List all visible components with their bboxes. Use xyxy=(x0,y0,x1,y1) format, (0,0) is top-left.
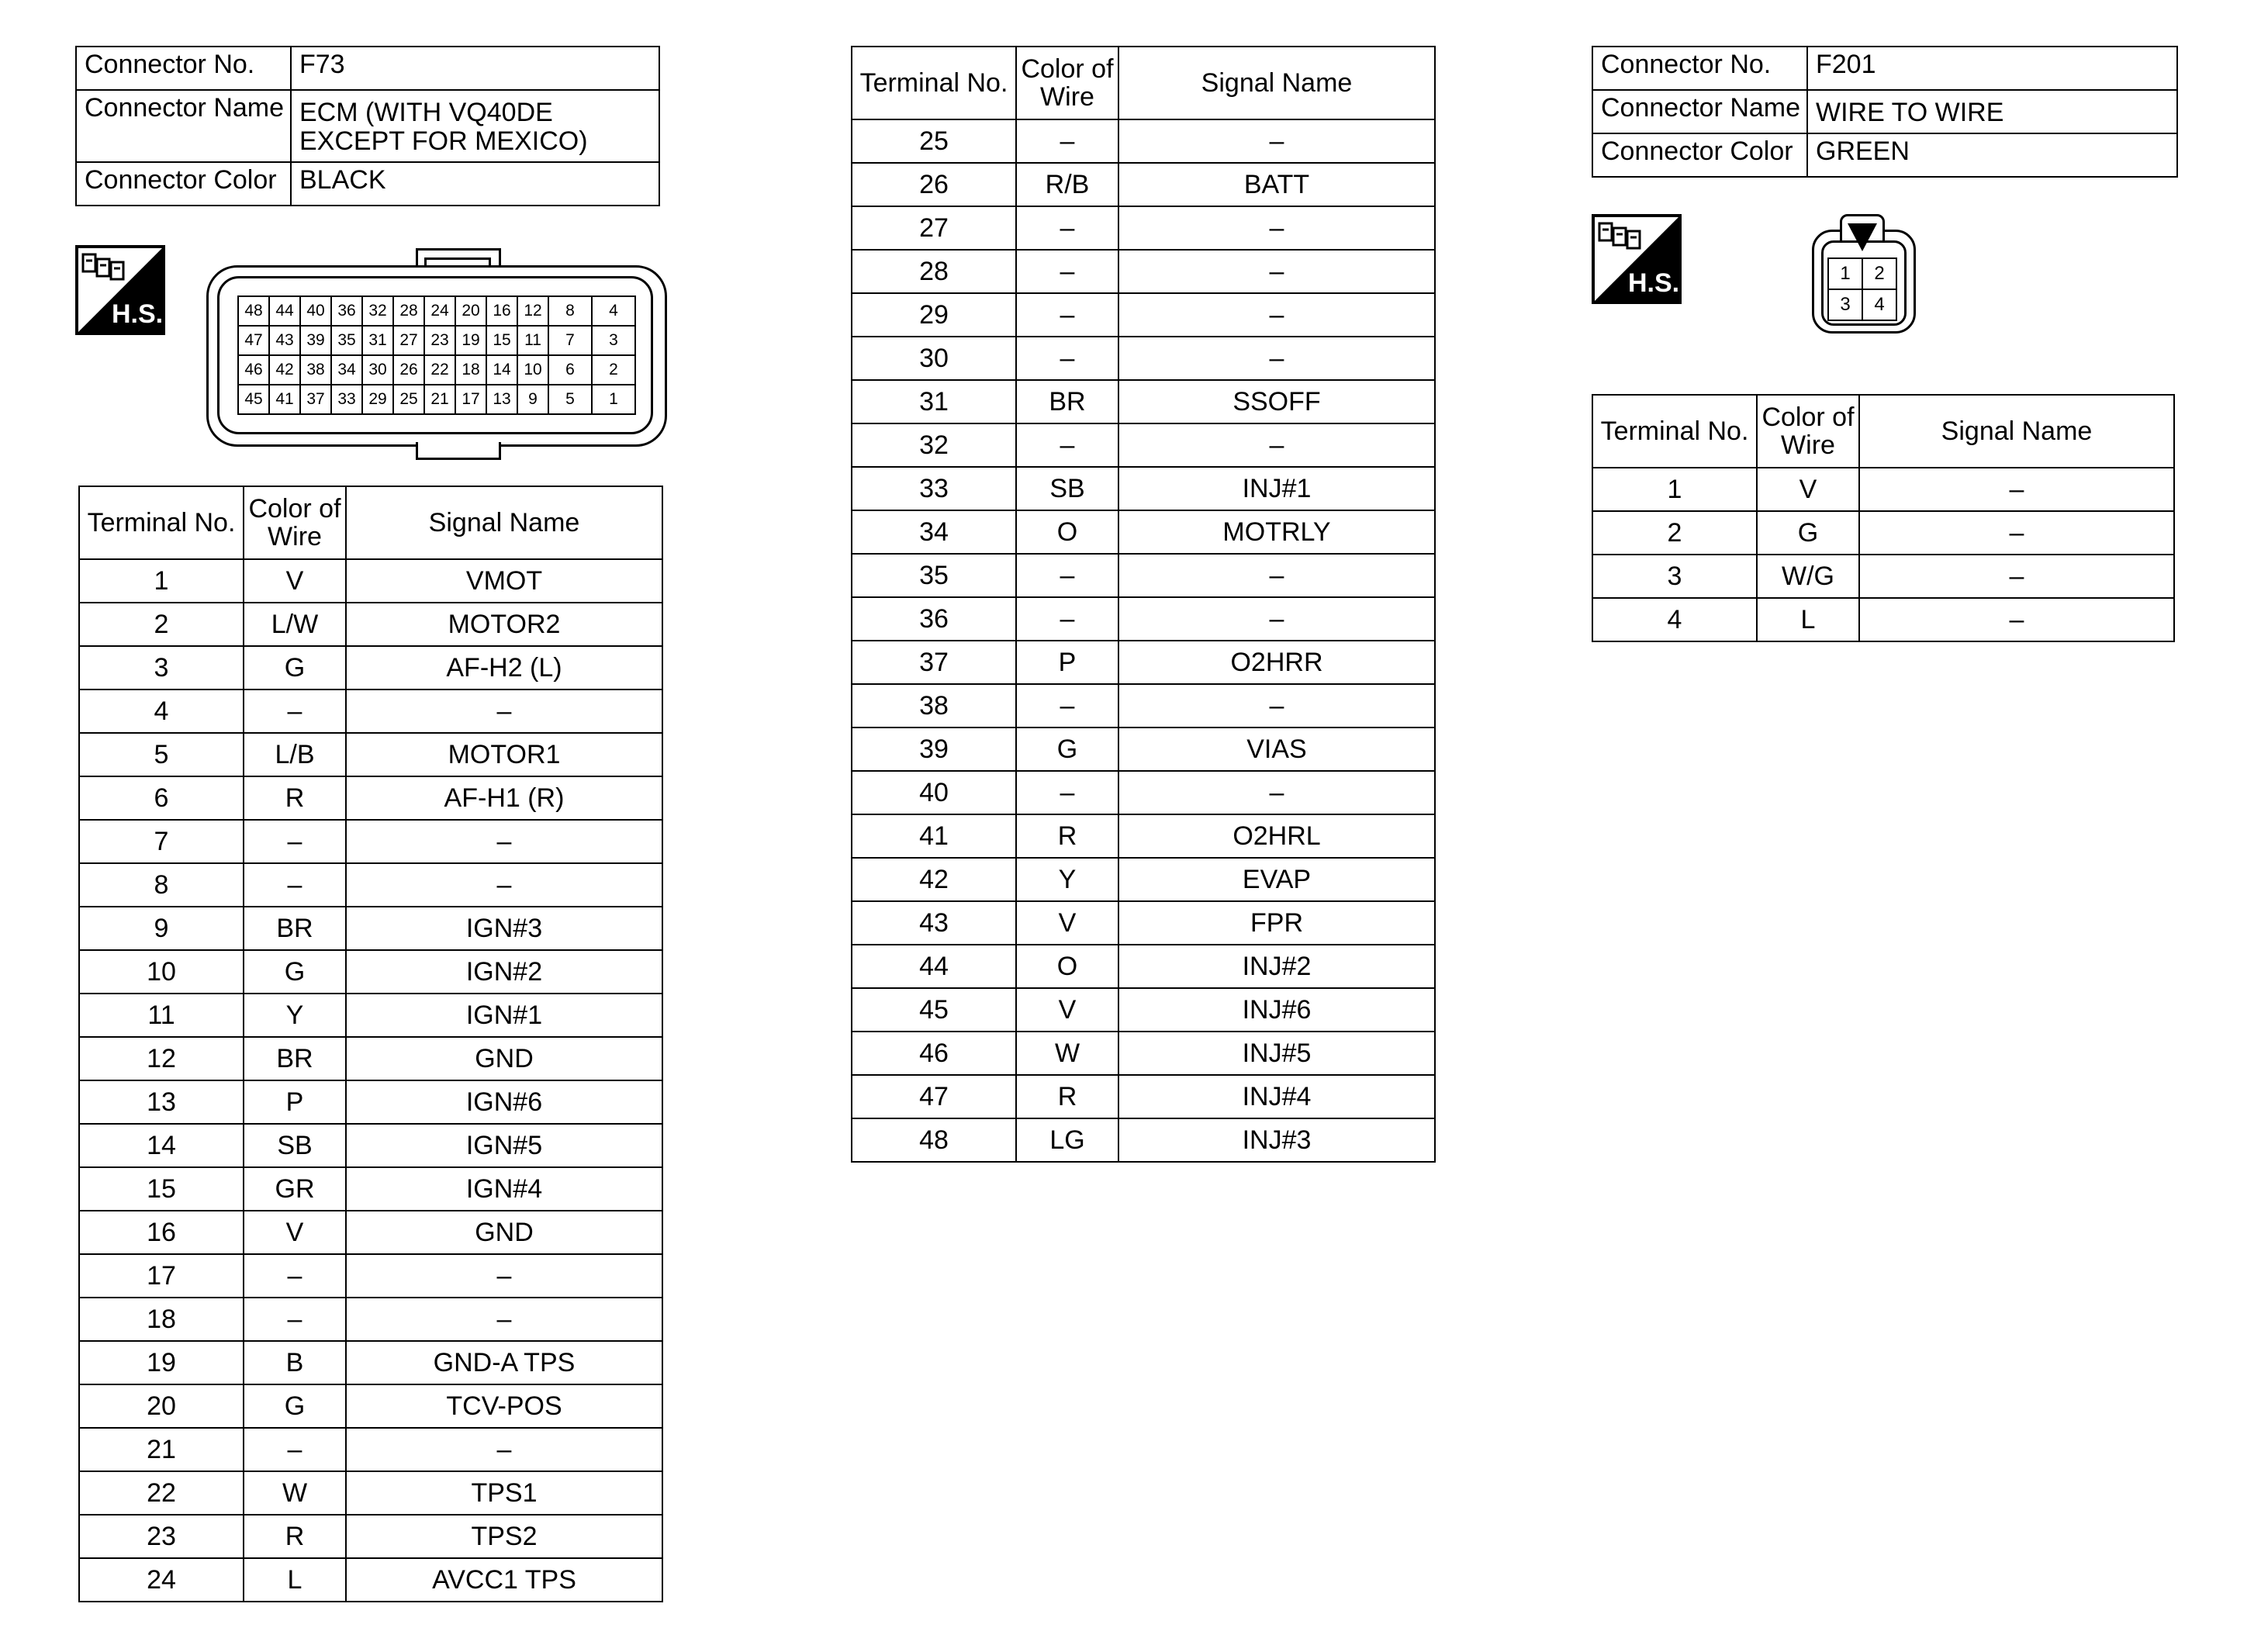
signal-name-cell: – xyxy=(346,1254,662,1298)
pin-cavity: 40 xyxy=(300,296,331,326)
signal-name-cell: – xyxy=(1118,684,1435,728)
wire-color-cell: P xyxy=(1016,641,1118,684)
pin-cavity: 19 xyxy=(455,326,486,355)
terminal-no-cell: 7 xyxy=(79,820,244,863)
pin-cavity: 8 xyxy=(548,296,592,326)
signal-name-cell: INJ#5 xyxy=(1118,1032,1435,1075)
pin-cavity: 16 xyxy=(486,296,517,326)
signal-name-cell: IGN#1 xyxy=(346,994,662,1037)
table-row xyxy=(852,988,1435,1032)
table-row xyxy=(79,1080,662,1124)
table-row xyxy=(79,820,662,863)
terminal-no-header: Terminal No. xyxy=(79,486,244,559)
terminal-no-cell: 31 xyxy=(852,380,1016,423)
f201-connector-color-label: Connector Color xyxy=(1592,133,1807,177)
terminal-no-cell: 20 xyxy=(79,1384,244,1428)
signal-name-header: Signal Name xyxy=(346,486,662,559)
wire-color-cell: O xyxy=(1016,945,1118,988)
pin-cavity: 25 xyxy=(393,385,424,414)
pin-cavity: 21 xyxy=(424,385,455,414)
wire-color-cell: – xyxy=(244,820,346,863)
harness-side-icon xyxy=(1592,214,1682,304)
terminal-no-cell: 22 xyxy=(79,1471,244,1515)
pin-cavity: 33 xyxy=(331,385,362,414)
terminal-no-cell: 35 xyxy=(852,554,1016,597)
table-row xyxy=(852,206,1435,250)
terminal-no-cell: 16 xyxy=(79,1211,244,1254)
signal-name-cell: – xyxy=(1118,597,1435,641)
signal-name-cell: INJ#1 xyxy=(1118,467,1435,510)
wire-color-cell: – xyxy=(1016,597,1118,641)
pin-cavity: 3 xyxy=(1828,289,1862,320)
terminal-no-cell: 47 xyxy=(852,1075,1016,1118)
pin-cavity: 27 xyxy=(393,326,424,355)
f201-pin-grid xyxy=(1827,257,1897,321)
pin-cavity: 2 xyxy=(592,355,635,385)
table-row xyxy=(79,646,662,689)
wire-color-cell: L/B xyxy=(244,733,346,776)
pin-cavity: 24 xyxy=(424,296,455,326)
table-row xyxy=(852,771,1435,814)
pin-cavity: 2 xyxy=(1862,258,1896,289)
f73-info-table xyxy=(75,46,660,206)
table-row xyxy=(79,1124,662,1167)
table-row xyxy=(79,994,662,1037)
signal-name-cell: VMOT xyxy=(346,559,662,603)
wire-color-cell: G xyxy=(1016,728,1118,771)
signal-name-cell: – xyxy=(1118,554,1435,597)
signal-name-cell: AF-H2 (L) xyxy=(346,646,662,689)
wire-color-cell: G xyxy=(244,646,346,689)
wire-color-cell: – xyxy=(244,863,346,907)
signal-name-cell: INJ#4 xyxy=(1118,1075,1435,1118)
wire-color-cell: R xyxy=(1016,814,1118,858)
pin-cavity: 9 xyxy=(517,385,548,414)
wire-color-cell: BR xyxy=(244,907,346,950)
wire-color-cell: – xyxy=(1016,684,1118,728)
wire-color-cell: L/W xyxy=(244,603,346,646)
table-row xyxy=(79,1167,662,1211)
pin-cavity: 29 xyxy=(362,385,393,414)
wire-color-cell: BR xyxy=(244,1037,346,1080)
pin-cavity: 7 xyxy=(548,326,592,355)
signal-name-cell: INJ#2 xyxy=(1118,945,1435,988)
table-row xyxy=(79,863,662,907)
signal-name-cell: – xyxy=(1118,206,1435,250)
table-row xyxy=(79,1558,662,1602)
lock-arrow-icon xyxy=(1846,222,1879,253)
signal-name-cell: O2HRR xyxy=(1118,641,1435,684)
f201-connector-no-label: Connector No. xyxy=(1592,47,1807,90)
table-row xyxy=(852,641,1435,684)
signal-name-header: Signal Name xyxy=(1859,395,2174,468)
pin-cavity: 22 xyxy=(424,355,455,385)
terminal-no-cell: 44 xyxy=(852,945,1016,988)
signal-name-cell: – xyxy=(1118,119,1435,163)
terminal-no-cell: 23 xyxy=(79,1515,244,1558)
terminal-no-cell: 10 xyxy=(79,950,244,994)
f73-terminal-table-a xyxy=(78,486,663,1602)
pin-cavity: 46 xyxy=(238,355,269,385)
signal-name-cell: – xyxy=(346,863,662,907)
pin-cavity: 31 xyxy=(362,326,393,355)
pin-cavity: 14 xyxy=(486,355,517,385)
hs-label: H.S. xyxy=(1627,268,1680,298)
pin-cavity: 43 xyxy=(269,326,300,355)
signal-name-cell: GND xyxy=(346,1211,662,1254)
pin-cavity: 23 xyxy=(424,326,455,355)
terminal-no-cell: 1 xyxy=(1592,468,1757,511)
terminal-no-cell: 14 xyxy=(79,1124,244,1167)
wire-color-cell: R xyxy=(244,1515,346,1558)
wire-color-cell: L xyxy=(1757,598,1859,641)
terminal-no-cell: 26 xyxy=(852,163,1016,206)
table-row xyxy=(852,250,1435,293)
terminal-no-cell: 3 xyxy=(79,646,244,689)
wire-color-cell: – xyxy=(244,1298,346,1341)
wire-color-cell: V xyxy=(1757,468,1859,511)
terminal-no-cell: 18 xyxy=(79,1298,244,1341)
wire-color-cell: W xyxy=(1016,1032,1118,1075)
ecm-pin-grid xyxy=(237,295,636,415)
pin-cavity: 6 xyxy=(548,355,592,385)
f201-connector-color-value: GREEN xyxy=(1807,133,2177,177)
wire-color-cell: LG xyxy=(1016,1118,1118,1162)
table-row xyxy=(852,510,1435,554)
pin-cavity: 10 xyxy=(517,355,548,385)
wire-color-header: Color of Wire xyxy=(1757,395,1859,468)
terminal-no-cell: 39 xyxy=(852,728,1016,771)
wire-color-cell: – xyxy=(1016,250,1118,293)
f201-terminal-table xyxy=(1592,394,2175,642)
terminal-no-cell: 38 xyxy=(852,684,1016,728)
signal-name-cell: MOTRLY xyxy=(1118,510,1435,554)
pin-cavity: 17 xyxy=(455,385,486,414)
wire-color-cell: V xyxy=(244,559,346,603)
table-row xyxy=(79,559,662,603)
table-row xyxy=(852,1118,1435,1162)
signal-name-cell: – xyxy=(1118,771,1435,814)
signal-name-cell: MOTOR2 xyxy=(346,603,662,646)
terminal-no-cell: 3 xyxy=(1592,555,1757,598)
table-row xyxy=(852,728,1435,771)
signal-name-cell: – xyxy=(1859,468,2174,511)
wire-color-cell: R xyxy=(244,776,346,820)
wire-color-cell: – xyxy=(1016,337,1118,380)
table-row xyxy=(79,907,662,950)
terminal-no-cell: 19 xyxy=(79,1341,244,1384)
f73-connector-no-label: Connector No. xyxy=(76,47,291,90)
terminal-no-cell: 27 xyxy=(852,206,1016,250)
wire-color-cell: – xyxy=(1016,206,1118,250)
terminal-no-cell: 6 xyxy=(79,776,244,820)
terminal-no-cell: 9 xyxy=(79,907,244,950)
signal-name-cell: – xyxy=(1118,293,1435,337)
wire-color-cell: G xyxy=(1757,511,1859,555)
wire-color-cell: P xyxy=(244,1080,346,1124)
signal-name-cell: IGN#3 xyxy=(346,907,662,950)
wire-color-cell: B xyxy=(244,1341,346,1384)
signal-name-cell: AVCC1 TPS xyxy=(346,1558,662,1602)
wire-color-cell: O xyxy=(1016,510,1118,554)
table-row xyxy=(79,1298,662,1341)
signal-name-cell: IGN#5 xyxy=(346,1124,662,1167)
signal-name-cell: INJ#6 xyxy=(1118,988,1435,1032)
pin-cavity: 39 xyxy=(300,326,331,355)
terminal-no-cell: 17 xyxy=(79,1254,244,1298)
terminal-no-cell: 36 xyxy=(852,597,1016,641)
terminal-no-cell: 43 xyxy=(852,901,1016,945)
wire-color-cell: V xyxy=(1016,988,1118,1032)
table-row xyxy=(852,1032,1435,1075)
terminal-no-cell: 21 xyxy=(79,1428,244,1471)
terminal-no-cell: 2 xyxy=(1592,511,1757,555)
pin-cavity: 37 xyxy=(300,385,331,414)
terminal-no-cell: 25 xyxy=(852,119,1016,163)
pin-cavity: 48 xyxy=(238,296,269,326)
table-row xyxy=(852,597,1435,641)
table-row xyxy=(1592,555,2174,598)
f201-info-table xyxy=(1592,46,2178,178)
signal-name-cell: BATT xyxy=(1118,163,1435,206)
signal-name-cell: – xyxy=(1118,423,1435,467)
signal-name-cell: – xyxy=(346,1298,662,1341)
f73-connector-name-line1: ECM (WITH VQ40DE xyxy=(299,98,553,127)
terminal-no-cell: 33 xyxy=(852,467,1016,510)
terminal-no-cell: 15 xyxy=(79,1167,244,1211)
terminal-no-cell: 34 xyxy=(852,510,1016,554)
signal-name-cell: VIAS xyxy=(1118,728,1435,771)
signal-name-cell: IGN#6 xyxy=(346,1080,662,1124)
terminal-no-cell: 37 xyxy=(852,641,1016,684)
signal-name-cell: SSOFF xyxy=(1118,380,1435,423)
signal-name-header: Signal Name xyxy=(1118,47,1435,119)
signal-name-cell: TCV-POS xyxy=(346,1384,662,1428)
terminal-no-cell: 28 xyxy=(852,250,1016,293)
terminal-no-cell: 1 xyxy=(79,559,244,603)
terminal-no-cell: 2 xyxy=(79,603,244,646)
table-row xyxy=(79,733,662,776)
table-row xyxy=(852,163,1435,206)
terminal-no-cell: 46 xyxy=(852,1032,1016,1075)
wire-color-cell: SB xyxy=(244,1124,346,1167)
table-row xyxy=(79,1211,662,1254)
pin-cavity: 35 xyxy=(331,326,362,355)
wire-color-cell: – xyxy=(244,689,346,733)
table-row xyxy=(852,293,1435,337)
terminal-no-cell: 11 xyxy=(79,994,244,1037)
table-row xyxy=(79,950,662,994)
table-row xyxy=(1592,511,2174,555)
signal-name-cell: IGN#4 xyxy=(346,1167,662,1211)
table-row xyxy=(79,1037,662,1080)
wire-color-cell: – xyxy=(244,1254,346,1298)
wire-color-cell: GR xyxy=(244,1167,346,1211)
wire-color-cell: R/B xyxy=(1016,163,1118,206)
terminal-no-cell: 32 xyxy=(852,423,1016,467)
wire-color-cell: V xyxy=(1016,901,1118,945)
pin-cavity: 11 xyxy=(517,326,548,355)
pin-cavity: 34 xyxy=(331,355,362,385)
f73-connector-name-line2: EXCEPT FOR MEXICO) xyxy=(299,126,588,156)
table-row xyxy=(852,380,1435,423)
terminal-no-header: Terminal No. xyxy=(852,47,1016,119)
pin-cavity: 41 xyxy=(269,385,300,414)
wire-color-cell: – xyxy=(1016,554,1118,597)
pin-cavity: 42 xyxy=(269,355,300,385)
table-row xyxy=(852,554,1435,597)
wire-color-cell: Y xyxy=(244,994,346,1037)
pin-cavity: 18 xyxy=(455,355,486,385)
f201-connector-face xyxy=(1812,214,1916,334)
table-row xyxy=(1592,598,2174,641)
harness-side-icon xyxy=(75,245,165,335)
terminal-no-cell: 13 xyxy=(79,1080,244,1124)
terminal-no-cell: 48 xyxy=(852,1118,1016,1162)
wire-color-cell: BR xyxy=(1016,380,1118,423)
f201-connector-name-value: WIRE TO WIRE xyxy=(1807,90,2177,133)
signal-name-cell: – xyxy=(346,1428,662,1471)
signal-name-cell: EVAP xyxy=(1118,858,1435,901)
pin-cavity: 1 xyxy=(1828,258,1862,289)
signal-name-cell: GND xyxy=(346,1037,662,1080)
ecm-connector-face xyxy=(206,248,667,461)
wire-color-cell: SB xyxy=(1016,467,1118,510)
table-row xyxy=(79,776,662,820)
signal-name-cell: TPS1 xyxy=(346,1471,662,1515)
table-row xyxy=(79,689,662,733)
wire-color-cell: W/G xyxy=(1757,555,1859,598)
signal-name-cell: AF-H1 (R) xyxy=(346,776,662,820)
pin-cavity: 44 xyxy=(269,296,300,326)
wire-color-cell: – xyxy=(1016,293,1118,337)
terminal-no-cell: 40 xyxy=(852,771,1016,814)
table-row xyxy=(1592,468,2174,511)
signal-name-cell: IGN#2 xyxy=(346,950,662,994)
pin-cavity: 45 xyxy=(238,385,269,414)
signal-name-cell: INJ#3 xyxy=(1118,1118,1435,1162)
signal-name-cell: – xyxy=(1118,250,1435,293)
pin-cavity: 5 xyxy=(548,385,592,414)
table-row xyxy=(79,1515,662,1558)
f73-connector-name-label: Connector Name xyxy=(76,90,291,162)
table-row xyxy=(852,119,1435,163)
table-row xyxy=(852,684,1435,728)
signal-name-cell: – xyxy=(346,689,662,733)
terminal-no-cell: 5 xyxy=(79,733,244,776)
pin-cavity: 26 xyxy=(393,355,424,385)
f73-terminal-table-b xyxy=(851,46,1436,1163)
wire-color-cell: – xyxy=(244,1428,346,1471)
pin-cavity: 47 xyxy=(238,326,269,355)
signal-name-cell: – xyxy=(1118,337,1435,380)
connector-latch-bottom xyxy=(416,442,501,460)
signal-name-cell: TPS2 xyxy=(346,1515,662,1558)
wire-color-cell: – xyxy=(1016,423,1118,467)
pin-cavity: 38 xyxy=(300,355,331,385)
table-row xyxy=(852,814,1435,858)
pin-cavity: 12 xyxy=(517,296,548,326)
f201-connector-name-label: Connector Name xyxy=(1592,90,1807,133)
table-row xyxy=(79,1341,662,1384)
wire-color-header: Color of Wire xyxy=(244,486,346,559)
f73-connector-no-value: F73 xyxy=(291,47,659,90)
terminal-no-cell: 4 xyxy=(79,689,244,733)
wire-color-cell: G xyxy=(244,950,346,994)
terminal-no-cell: 8 xyxy=(79,863,244,907)
wire-color-cell: W xyxy=(244,1471,346,1515)
table-row xyxy=(852,1075,1435,1118)
table-row xyxy=(79,603,662,646)
pin-cavity: 3 xyxy=(592,326,635,355)
terminal-no-cell: 29 xyxy=(852,293,1016,337)
terminal-no-cell: 12 xyxy=(79,1037,244,1080)
signal-name-cell: – xyxy=(1859,511,2174,555)
signal-name-cell: FPR xyxy=(1118,901,1435,945)
table-row xyxy=(852,423,1435,467)
table-row xyxy=(852,858,1435,901)
terminal-no-cell: 24 xyxy=(79,1558,244,1602)
table-row xyxy=(79,1384,662,1428)
wire-color-cell: Y xyxy=(1016,858,1118,901)
f201-connector-no-value: F201 xyxy=(1807,47,2177,90)
pin-cavity: 13 xyxy=(486,385,517,414)
table-row xyxy=(852,945,1435,988)
wire-color-cell: L xyxy=(244,1558,346,1602)
pin-cavity: 4 xyxy=(1862,289,1896,320)
table-row xyxy=(852,467,1435,510)
table-row xyxy=(852,337,1435,380)
pin-cavity: 4 xyxy=(592,296,635,326)
pin-cavity: 15 xyxy=(486,326,517,355)
wire-color-cell: – xyxy=(1016,771,1118,814)
signal-name-cell: MOTOR1 xyxy=(346,733,662,776)
terminal-no-header: Terminal No. xyxy=(1592,395,1757,468)
signal-name-cell: – xyxy=(346,820,662,863)
signal-name-cell: – xyxy=(1859,555,2174,598)
signal-name-cell: – xyxy=(1859,598,2174,641)
terminal-no-cell: 41 xyxy=(852,814,1016,858)
signal-name-cell: O2HRL xyxy=(1118,814,1435,858)
hs-label: H.S. xyxy=(111,299,164,329)
pin-cavity: 36 xyxy=(331,296,362,326)
f73-connector-color-label: Connector Color xyxy=(76,162,291,206)
wire-color-cell: G xyxy=(244,1384,346,1428)
wire-color-cell: R xyxy=(1016,1075,1118,1118)
terminal-no-cell: 42 xyxy=(852,858,1016,901)
f73-connector-color-value: BLACK xyxy=(291,162,659,206)
terminal-no-cell: 4 xyxy=(1592,598,1757,641)
pin-cavity: 30 xyxy=(362,355,393,385)
table-row xyxy=(852,901,1435,945)
terminal-no-cell: 45 xyxy=(852,988,1016,1032)
terminal-no-cell: 30 xyxy=(852,337,1016,380)
table-row xyxy=(79,1428,662,1471)
table-row xyxy=(79,1471,662,1515)
wire-color-cell: – xyxy=(1016,119,1118,163)
signal-name-cell: GND-A TPS xyxy=(346,1341,662,1384)
pin-cavity: 1 xyxy=(592,385,635,414)
wire-color-header: Color of Wire xyxy=(1016,47,1118,119)
table-row xyxy=(79,1254,662,1298)
pin-cavity: 20 xyxy=(455,296,486,326)
pin-cavity: 32 xyxy=(362,296,393,326)
f73-connector-name-value xyxy=(291,90,659,162)
wire-color-cell: V xyxy=(244,1211,346,1254)
pin-cavity: 28 xyxy=(393,296,424,326)
